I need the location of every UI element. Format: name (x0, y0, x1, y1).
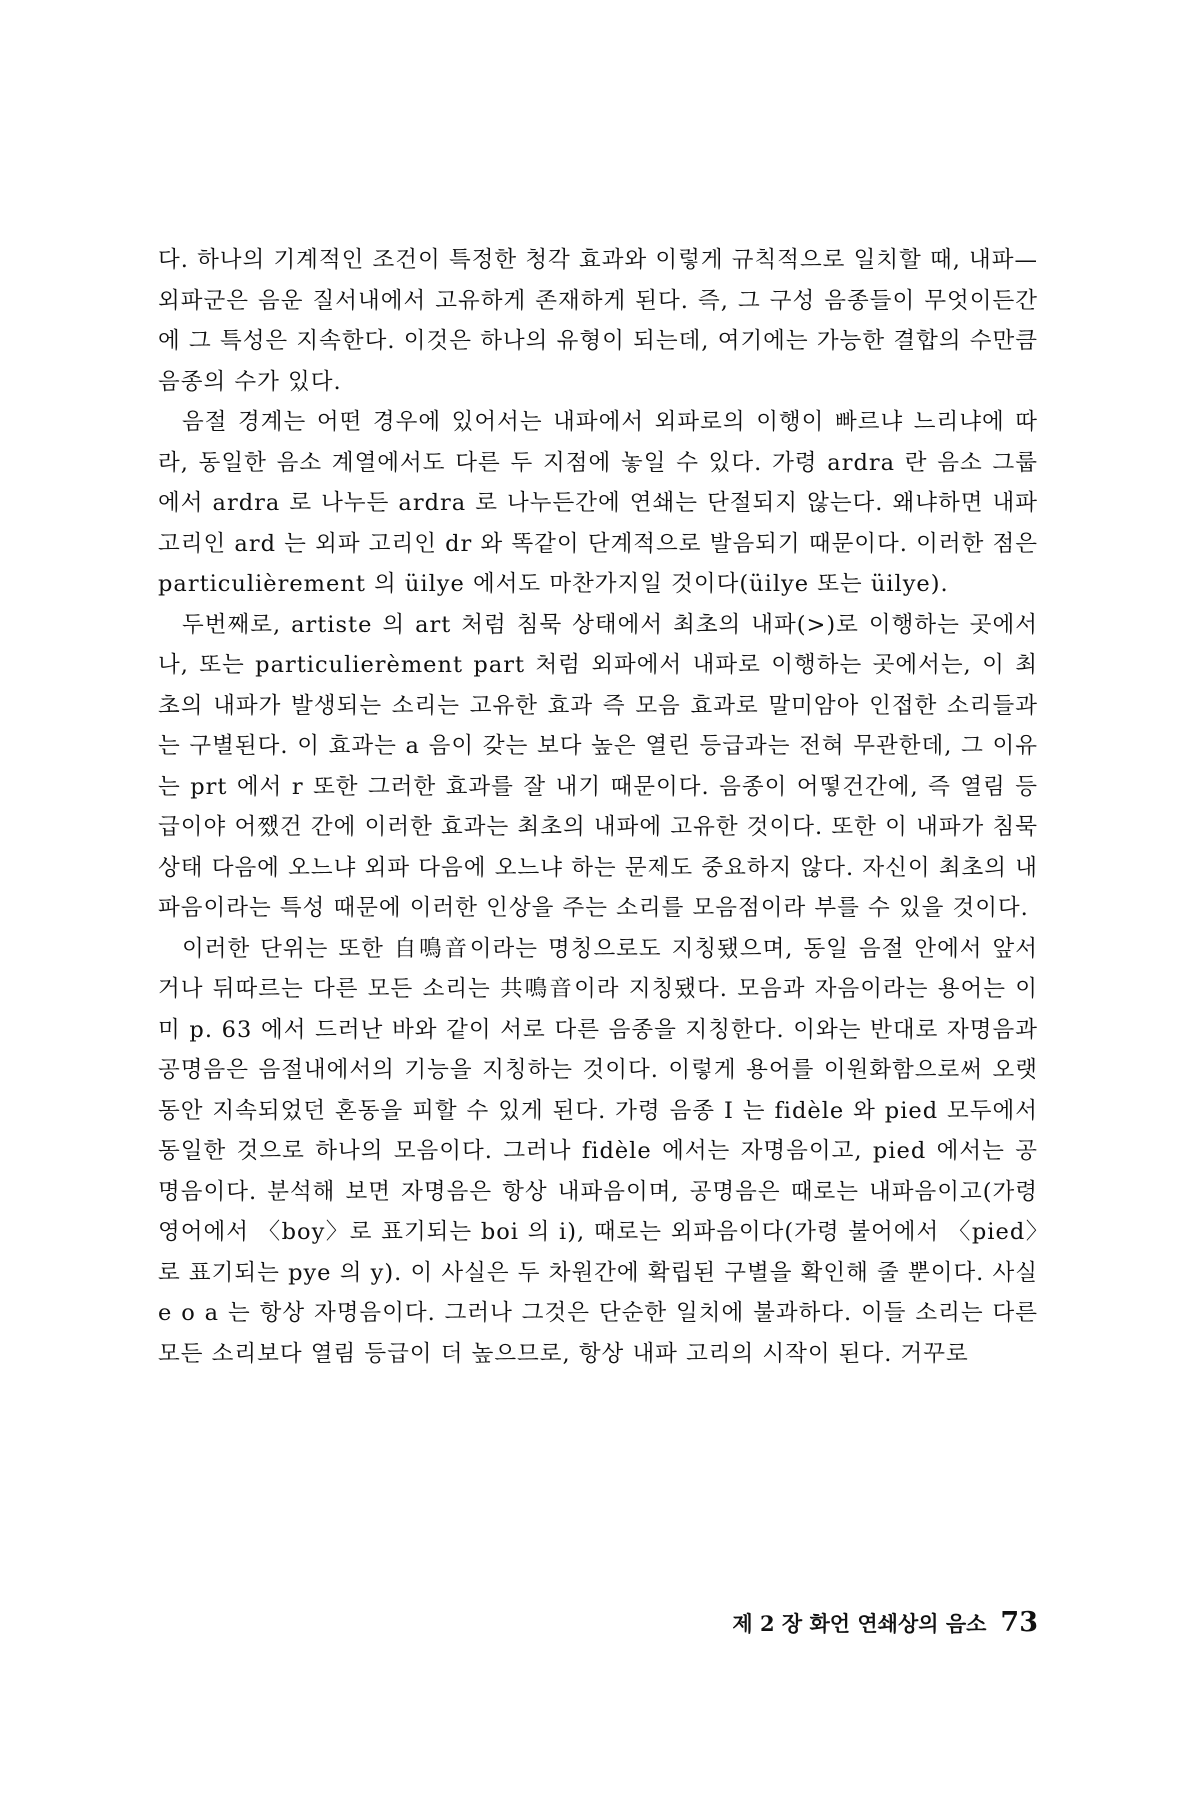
paragraph-4: 이러한 단위는 또한 自鳴音이라는 명칭으로도 지칭됐으며, 동일 음절 안에서 앞서거나 뒤따르는 다른 모든 소리는 共鳴音이라 지칭됐다. 모음과 자음이라는 용어는 이미 p. 63 에서 드러난 바와 같이 서로 다른 음종을 지칭한다. 이와는 반대로 자명음과 공명음은 음절내에서의 기능을 지칭하는 것이다. 이렇게 용어를 이원화함으로써 오랫동안 지속되었던 혼동을 피할 수 있게 된다. 가령 음종 I 는 fidèle 와 pied 모두에서 동일한 것으로 하나의 모음이다. 그러나 fidèle 에서는 자명음이고, pied 에서는 공명음이다. 분석해 보면 자명음은 항상 내파음이며, 공명음은 때로는 내파음이고(가령 영어에서 〈boy〉로 표기되는 boi 의 i), 때로는 외파음이다(가령 불어에서 〈pied〉로 표기되는 pye 의 y). 이 사실은 두 차원간에 확립된 구별을 확인해 줄 뿐이다. 사실 e o a 는 항상 자명음이다. 그러나 그것은 단순한 일치에 불과하다. 이들 소리는 다른 모든 소리보다 열림 등급이 더 높으므로, 항상 내파 고리의 시작이 된다. 거꾸로 (158, 935, 1038, 1367)
running-head: 제 2 장 화언 연쇄상의 음소 (732, 1611, 987, 1636)
body-text (158, 240, 1038, 1374)
paragraph-3: 두번째로, artiste 의 art 처럼 침묵 상태에서 최초의 내파(>)로 이행하는 곳에서나, 또는 particulierèment part 처럼 외파에서 내파로 이행하는 곳에서는, 이 최초의 내파가 발생되는 소리는 고유한 효과 즉 모음 효과로 말미암아 인접한 소리들과는 구별된다. 이 효과는 a 음이 갖는 보다 높은 열린 등급과는 전혀 무관한데, 그 이유는 prt 에서 r 또한 그러한 효과를 잘 내기 때문이다. 음종이 어떻건간에, 즉 열림 등급이야 어쨌건 간에 이러한 효과는 최초의 내파에 고유한 것이다. 또한 이 내파가 침묵 상태 다음에 오느냐 외파 다음에 오느냐 하는 문제도 중요하지 않다. 자신이 최초의 내파음이라는 특성 때문에 이러한 인상을 주는 소리를 모음점이라 부를 수 있을 것이다. (158, 611, 1038, 921)
paragraph-1: 다. 하나의 기계적인 조건이 특정한 청각 효과와 이렇게 규칙적으로 일치할 때, 내파—외파군은 음운 질서내에서 고유하게 존재하게 된다. 즉, 그 구성 음종들이 무엇이든간에 그 특성은 지속한다. 이것은 하나의 유형이 되는데, 여기에는 가능한 결합의 수만큼 음종의 수가 있다. (158, 247, 1038, 395)
paragraph-2: 음절 경계는 어떤 경우에 있어서는 내파에서 외파로의 이행이 빠르냐 느리냐에 따라, 동일한 음소 계열에서도 다른 두 지점에 놓일 수 있다. 가령 ardra 란 음소 그룹에서 ardra 로 나누든 ardra 로 나누든간에 연쇄는 단절되지 않는다. 왜냐하면 내파 고리인 ard 는 외파 고리인 dr 와 똑같이 단계적으로 발음되기 때문이다. 이러한 점은 particulièrement 의 üilye 에서도 마찬가지일 것이다(üilye 또는 üilye). (158, 409, 1038, 597)
page-footer (732, 1607, 1038, 1638)
page-number: 73 (1000, 1607, 1038, 1638)
